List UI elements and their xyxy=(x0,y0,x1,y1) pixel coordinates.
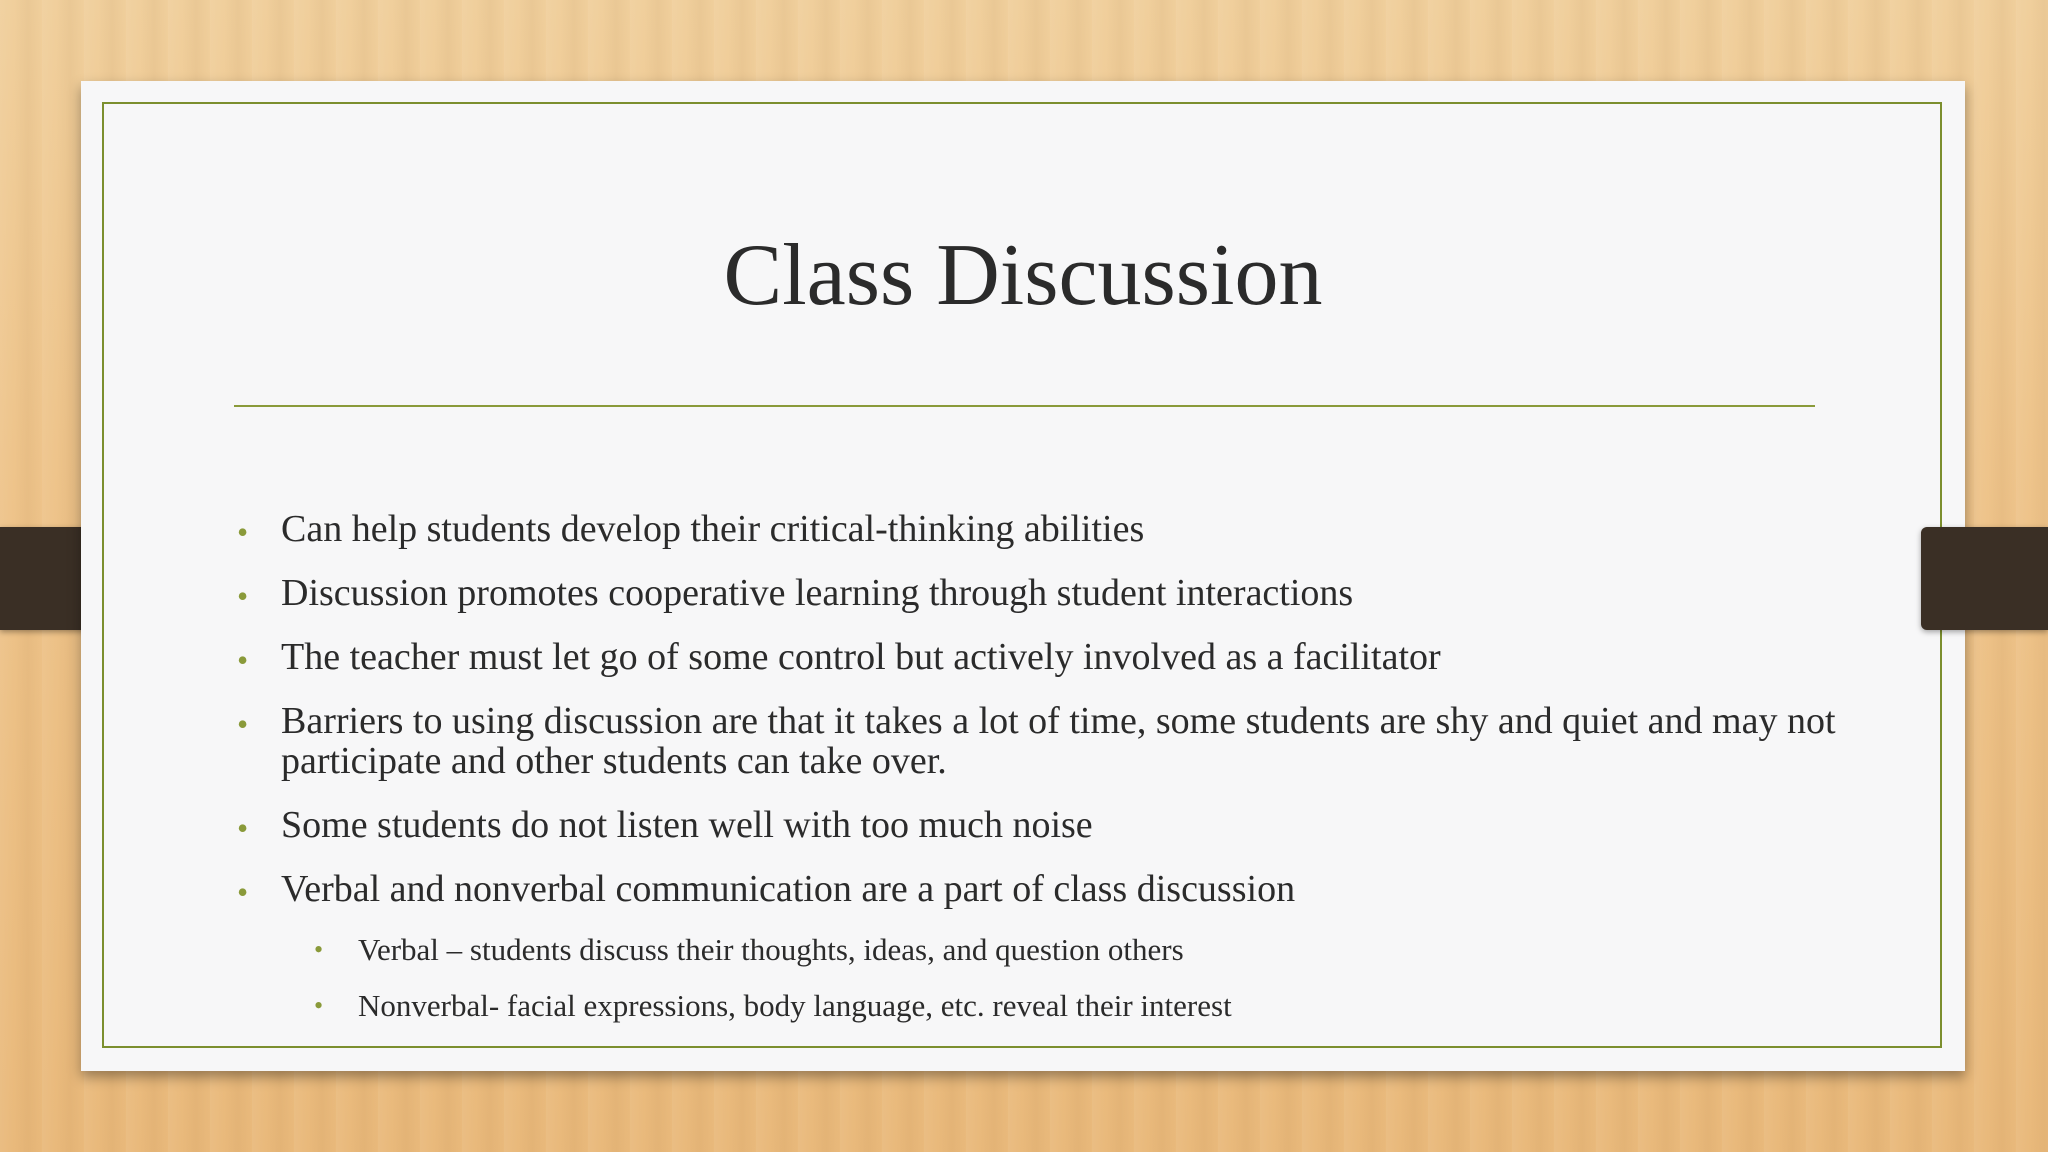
sub-bullet-item xyxy=(314,932,1841,967)
bullet-text: Discussion promotes cooperative learning through student interactions xyxy=(281,572,1354,614)
bullet-dot-icon: • xyxy=(237,874,249,910)
bullet-text: Verbal – students discuss their thoughts, ideas, and question others xyxy=(358,932,1184,967)
bullet-dot-icon: • xyxy=(237,514,249,550)
bullet-list xyxy=(237,508,1841,1045)
bullet-item xyxy=(237,804,1841,846)
bullet-item xyxy=(237,572,1841,614)
bullet-dot-icon: • xyxy=(314,991,324,1020)
bullet-item xyxy=(237,508,1841,550)
bullet-text: The teacher must let go of some control but actively involved as a facilitator xyxy=(281,636,1441,678)
bullet-text: Some students do not listen well with too much noise xyxy=(281,804,1093,846)
bullet-dot-icon: • xyxy=(237,810,249,846)
bullet-item xyxy=(237,868,1841,910)
sub-bullet-item xyxy=(314,988,1841,1023)
slide-title: Class Discussion xyxy=(723,227,1323,324)
bullet-item xyxy=(237,700,1841,782)
bullet-text: Barriers to using discussion are that it takes a lot of time, some students are shy and quiet and may not participate and other students can take over. xyxy=(281,700,1836,782)
bullet-dot-icon: • xyxy=(314,935,324,964)
bullet-text: Verbal and nonverbal communication are a part of class discussion xyxy=(281,868,1296,910)
right-binder-clip xyxy=(1921,527,2048,630)
title-divider xyxy=(234,405,1815,407)
slide xyxy=(81,81,1965,1071)
bullet-item xyxy=(237,636,1841,678)
bullet-dot-icon: • xyxy=(237,706,249,742)
bullet-dot-icon: • xyxy=(237,642,249,678)
bullet-text: Can help students develop their critical-thinking abilities xyxy=(281,508,1145,550)
bullet-text: Nonverbal- facial expressions, body language, etc. reveal their interest xyxy=(358,988,1232,1023)
bullet-dot-icon: • xyxy=(237,578,249,614)
